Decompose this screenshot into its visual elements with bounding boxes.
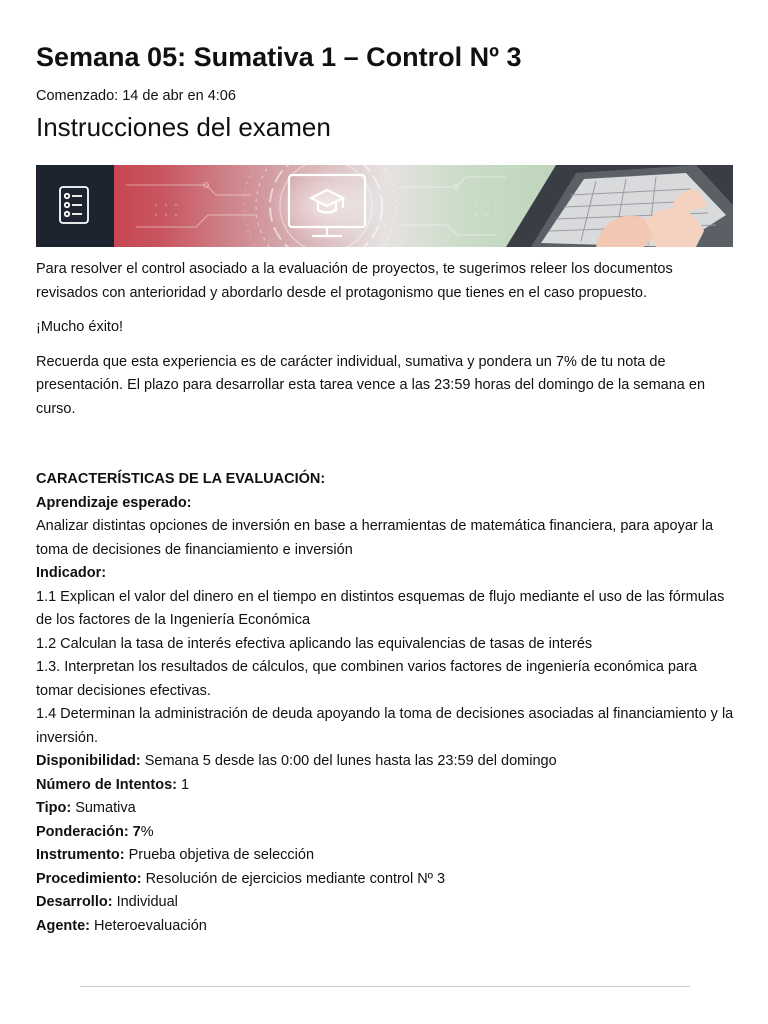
page-title: Semana 05: Sumativa 1 – Control Nº 3	[36, 42, 522, 72]
agent-field: Agente: Heteroevaluación	[36, 917, 207, 934]
type-field: Tipo: Sumativa	[36, 800, 136, 816]
instrument-field: Instrumento: Prueba objetiva de selección	[36, 847, 315, 863]
exam-banner-image	[36, 165, 733, 247]
reminder-paragraph: Recuerda que esta experiencia es de carácter individual, sumativa y pondera un 7% de tu nota de presentación. El plazo para desarrollar esta tarea vence a las 23:59 horas del domingo de la semana en curso.	[36, 353, 706, 417]
development-field: Desarrollo: Individual	[36, 894, 178, 910]
expected-learning-label: Aprendizaje esperado:	[36, 494, 192, 511]
good-luck-text: ¡Mucho éxito!	[36, 319, 124, 335]
evaluation-features-heading: CARACTERÍSTICAS DE LA EVALUACIÓN:	[36, 471, 326, 487]
attempts-field: Número de Intentos: 1	[36, 776, 190, 793]
weighting-field: Ponderación: 7%	[36, 823, 154, 840]
started-timestamp: Comenzado: 14 de abr en 4:06	[36, 88, 236, 104]
instructions-body	[36, 258, 734, 938]
indicator-item: 1.2 Calculan la tasa de interés efectiva aplicando las equivalencias de tasas de interés	[36, 635, 593, 652]
availability-field: Disponibilidad: Semana 5 desde las 0:00 del lunes hasta las 23:59 del domingo	[36, 753, 557, 769]
indicator-item: 1.3. Interpretan los resultados de cálculos, que combinen varios factores de ingeniería económica para tomar decisiones efectivas.	[36, 659, 697, 699]
indicator-item: 1.1 Explican el valor del dinero en el tiempo en distintos esquemas de flujo mediante el uso de las fórmulas de los factores de la Ingeniería Económica	[36, 588, 725, 628]
divider	[80, 986, 690, 987]
expected-learning-text: Analizar distintas opciones de inversión en base a herramientas de matemática financiera, para apoyar la toma de decisiones de financiamiento e inversión	[36, 518, 714, 558]
indicator-label: Indicador:	[36, 565, 107, 581]
indicator-item: 1.4 Determinan la administración de deuda apoyando la toma de decisiones asociadas al financiamiento y la inversión.	[36, 706, 734, 746]
procedure-field: Procedimiento: Resolución de ejercicios mediante control Nº 3	[36, 870, 446, 887]
intro-paragraph: Para resolver el control asociado a la evaluación de proyectos, te sugerimos releer los documentos revisados con anterioridad y abordarlo desde el protagonismo que tienes en el caso propuesto.	[36, 261, 673, 301]
instructions-heading: Instrucciones del examen	[36, 112, 331, 142]
